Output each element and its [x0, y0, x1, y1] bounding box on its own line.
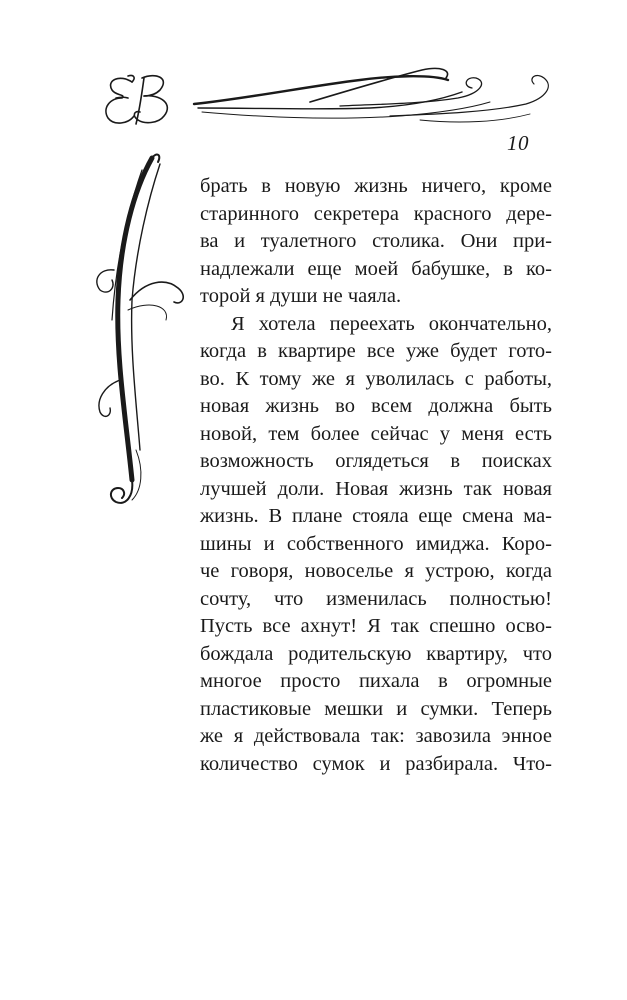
text-line: сочту, что изменилась полностью!: [200, 587, 552, 610]
text-line: че говоря, новоселье я устрою, когда: [200, 560, 552, 582]
text-line: жизнь. В плане стояла еще смена ма-: [200, 505, 552, 527]
text-line: новая жизнь во всем должна быть: [200, 395, 552, 417]
calligraphic-swash-icon: [70, 150, 200, 510]
text-line: пластиковые мешки и сумки. Теперь: [200, 697, 552, 720]
text-line: ва и туалетного столика. Они при-: [200, 230, 552, 252]
page-number: 10: [507, 131, 529, 155]
text-line: же я действовала так: завозила энное: [200, 725, 552, 747]
text-line: возможность оглядеться в поисках: [200, 450, 552, 472]
text-line: брать в новую жизнь ничего, кроме: [200, 175, 552, 197]
text-line: когда в квартире все уже будет гото-: [200, 340, 552, 362]
text-line: лучшей доли. Новая жизнь так новая: [200, 477, 552, 500]
text-line: новой, тем более сейчас у меня есть: [200, 422, 552, 445]
monogram-logo: [98, 68, 176, 132]
text-line: надлежали еще моей бабушке, в ко-: [200, 257, 552, 280]
text-line: старинного секретера красного дере-: [200, 202, 552, 225]
text-line: Пусть все ахнут! Я так спешно осво-: [200, 615, 552, 637]
body-text: [200, 173, 552, 778]
swash-rule-icon: [190, 58, 558, 128]
text-line: во. К тому же я уволилась с работы,: [200, 367, 552, 390]
text-line: Я хотела переехать окончательно,: [231, 312, 552, 335]
text-line: шины и собственного имиджа. Коро-: [200, 532, 552, 555]
text-line: бождала родительскую квартиру, что: [200, 642, 552, 665]
text-line: торой я души не чаяла.: [200, 285, 402, 307]
text-line: количество сумок и разбирала. Что-: [200, 752, 552, 775]
text-line: многое просто пихала в огромные: [200, 670, 552, 692]
